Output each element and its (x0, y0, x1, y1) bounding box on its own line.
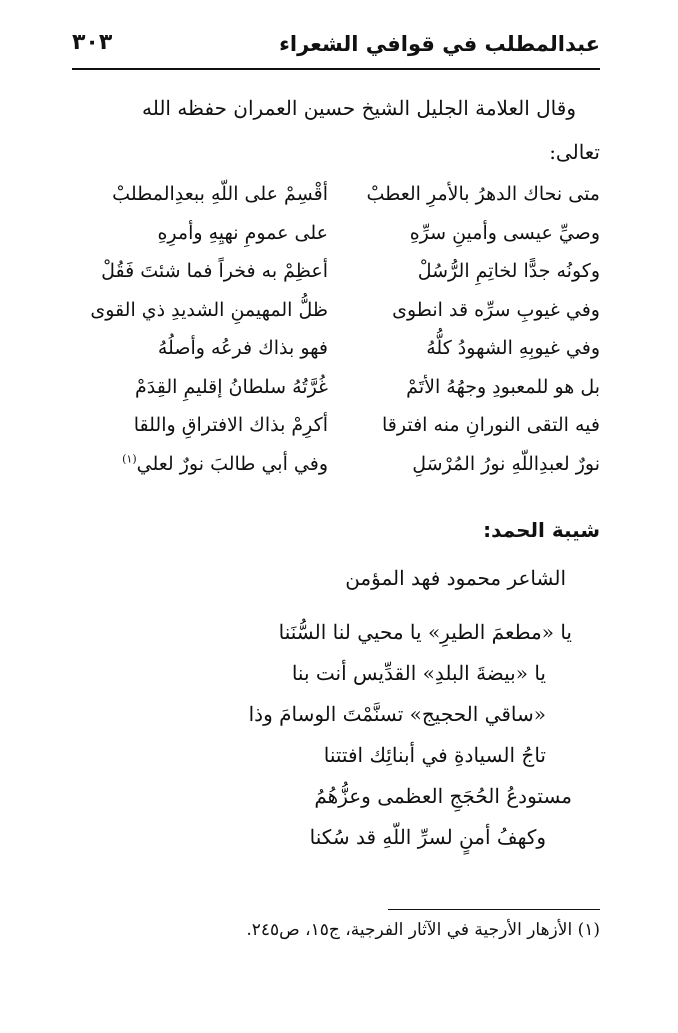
verse-second-hemistich: على عمومِ نهيِهِ وأمرِهِ (157, 221, 328, 244)
verse-first-hemistich: متى نحاك الدهرُ بالأمرِ العطبْ (366, 183, 600, 205)
footnote-rule (388, 909, 600, 910)
poem-line: وكهفُ أمنٍ لسرِّ اللّهِ قد سُكنا (309, 825, 546, 849)
verse-second-hemistich (66, 445, 328, 483)
poem-line: تاجُ السيادةِ في أبنائِك افتتنا (323, 743, 546, 767)
verse (66, 445, 600, 484)
poem-line: يا «بيضةَ البلدِ» القدِّيس أنت بنا (291, 661, 546, 685)
verse-first-hemistich: وفي غيوبِ سرِّه قد انطوى (392, 298, 600, 321)
verse-first-hemistich: وكونُه جدًّا لخاتِمِ الرُّسُلْ (417, 260, 600, 282)
footnote-marker: (١) (122, 452, 137, 466)
verse (66, 329, 600, 368)
verse (66, 175, 600, 214)
poem-second (152, 612, 572, 858)
poet-name: الشاعر محمود فهد المؤمن (345, 566, 566, 590)
intro-line: وقال العلامة الجليل الشيخ حسين العمران حفظه الله (141, 96, 576, 120)
footnote: (١) الأزهار الأرجية في الآثار الفرجية، ج١٥، ص٢٤٥. (246, 920, 600, 940)
verse (66, 291, 600, 330)
poem-line: مستودعُ الحُجَجِ العظمى وعزُّهُمُ (314, 784, 572, 808)
verse-second-hemistich: ظلُّ المهيمنِ الشديدِ ذي القوى (90, 298, 328, 321)
verse (66, 252, 600, 291)
section-heading: شيبة الحمد: (483, 518, 600, 542)
verse-first-hemistich: بل هو للمعبودِ وجهُهُ الأتَمْ (406, 375, 600, 398)
verse-second-hemistich: أكرِمْ بذاك الافتراقِ واللقا (133, 414, 328, 436)
running-head-title: عبدالمطلب في قوافي الشعراء (279, 32, 600, 56)
poem-line: «ساقي الحجيج» تسنَّمْتَ الوسامَ وذا (248, 702, 546, 726)
verse (66, 406, 600, 445)
verse-second-hemistich: أعظِمْ به فخراً فما شئتَ فَقُلْ (101, 260, 328, 282)
hemistich-text: وفي أبي طالبَ نورٌ لعلي (136, 452, 328, 475)
verse-second-hemistich: غُرَّتُهُ سلطانُ إقليمِ القِدَمْ (135, 375, 328, 398)
poem (66, 175, 600, 483)
poem-line: يا «مطعمَ الطيرِ» يا محيي لنا السُّنَنا (278, 620, 572, 644)
intro-paragraph (70, 86, 600, 174)
header-rule (72, 68, 600, 70)
running-head (72, 28, 600, 64)
verse-first-hemistich: وفي غيوبِهِ الشهودُ كلُّهُ (426, 337, 600, 359)
intro-line: تعالى: (549, 140, 600, 164)
page-number: ٣٠٣ (72, 30, 113, 55)
verse-second-hemistich: فهو بذاك فرعُه وأصلُهُ (157, 337, 328, 359)
verse (66, 368, 600, 407)
verse-first-hemistich: وصيِّ عيسى وأمينِ سرِّهِ (409, 221, 600, 244)
verse-first-hemistich: نورٌ لعبدِاللّهِ نورُ المُرْسَلِ (412, 452, 600, 475)
verse-first-hemistich: فيه التقى النورانِ منه افترقا (382, 414, 600, 436)
verse-second-hemistich: أقْسِمْ على اللّهِ ببعدِالمطلبْ (112, 183, 328, 205)
verse (66, 214, 600, 253)
